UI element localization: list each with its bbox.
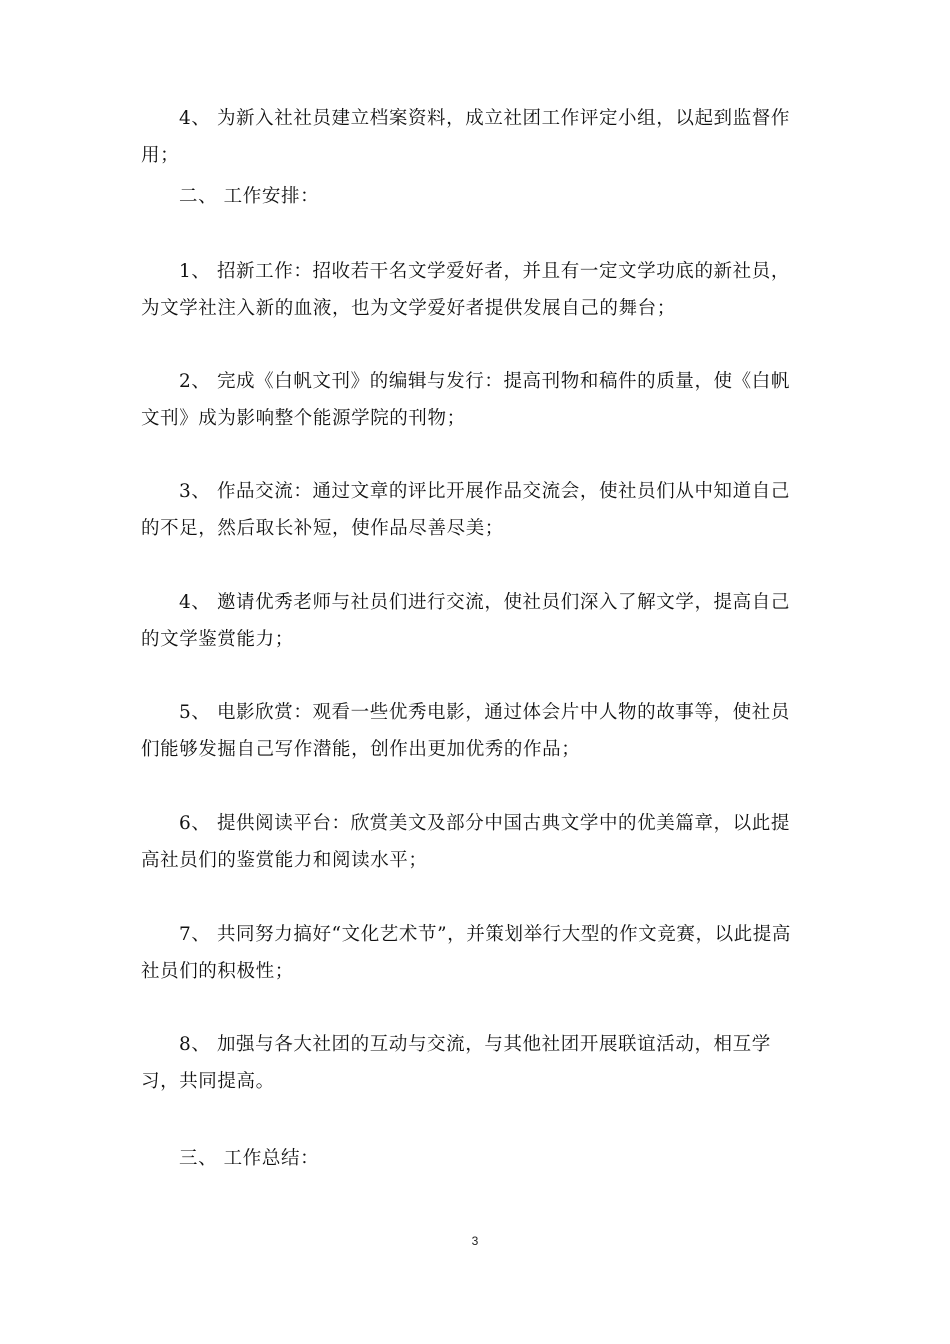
- paragraph-item-8-cooperation: 8、 加强与各大社团的互动与交流，与其他社团开展联谊活动，相互学习，共同提高。: [141, 1034, 771, 1092]
- paragraph-item-2-publication: 2、 完成《白帆文刊》的编辑与发行：提高刊物和稿件的质量，使《白帆文刊》成为影响整个能源学院的刊物；: [141, 371, 790, 429]
- page-number: 3: [471, 1234, 479, 1248]
- section-heading-work-arrangement: 二、 工作安排：: [179, 186, 320, 207]
- paragraph-item-4-archive: 4、 为新入社社员建立档案资料，成立社团工作评定小组，以起到监督作用；: [141, 108, 790, 166]
- paragraph-item-4-teachers: 4、 邀请优秀老师与社员们进行交流，使社员们深入了解文学，提高自己的文学鉴赏能力；: [141, 592, 790, 650]
- paragraph-item-5-movies: 5、 电影欣赏：观看一些优秀电影，通过体会片中人物的故事等，使社员们能够发掘自己写作潜能，创作出更加优秀的作品；: [141, 702, 790, 760]
- paragraph-item-3-exchange: 3、 作品交流：通过文章的评比开展作品交流会，使社员们从中知道自己的不足，然后取长补短，使作品尽善尽美；: [141, 481, 790, 539]
- paragraph-item-1-recruitment: 1、 招新工作：招收若干名文学爱好者，并且有一定文学功底的新社员，为文学社注入新的血液，也为文学爱好者提供发展自己的舞台；: [141, 261, 790, 319]
- section-heading-work-summary: 三、 工作总结：: [179, 1148, 320, 1169]
- paragraph-item-6-reading: 6、 提供阅读平台：欣赏美文及部分中国古典文学中的优美篇章，以此提高社员们的鉴赏能力和阅读水平；: [141, 813, 790, 871]
- paragraph-item-7-festival: 7、 共同努力搞好“文化艺术节”，并策划举行大型的作文竞赛，以此提高社员们的积极性；: [141, 924, 791, 982]
